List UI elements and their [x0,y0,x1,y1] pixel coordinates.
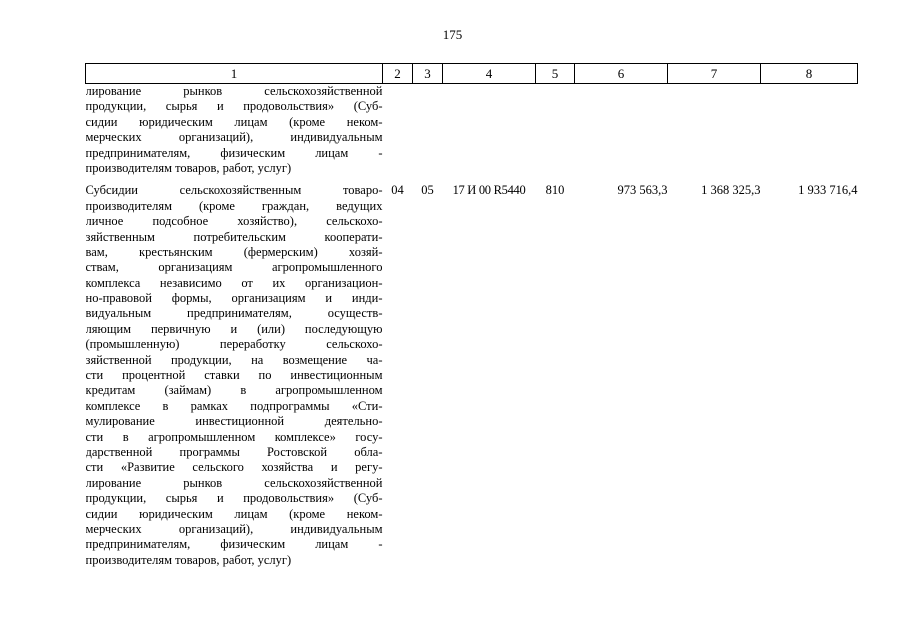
row-description [86,84,383,182]
description-line: лирование рынков сельскохозяйственной [85,84,383,98]
target-article-code [443,84,536,182]
expense-type-code [536,84,575,182]
description-line: зяйственной продукции, на возмещение ча- [85,352,383,367]
description-line: мулирование инвестиционной деятельно- [85,414,383,429]
section-code [383,84,413,182]
description-line: видуальным предпринимателям, осуществ- [85,306,383,321]
description-line: Субсидии сельскохозяйственным товаро- [85,183,383,198]
description-line: сидии юридическим лицам (кроме неком- [85,114,383,129]
description-line: сидии юридическим лицам (кроме неком- [85,506,383,521]
table-header-row [86,64,858,84]
amount-col6: 973 563,3 [617,183,668,198]
column-header-2: 2 [383,64,413,84]
description-line: личное подсобное хозяйство), сельскохо- [85,214,383,229]
description-line: производителям товаров, работ, услуг) [85,552,292,567]
table-row [86,84,858,182]
amount-col8 [761,84,858,182]
description-line: предпринимателям, физическим лицам - [85,145,383,160]
description-line: зяйственным потребительским кооперати- [85,229,383,244]
description-line: ляющим первичную и (или) последующую [85,321,383,336]
description-line: комплекса независимо от их организацион- [85,275,383,290]
description-line: сти в агропромышленном комплексе» госу- [85,429,383,444]
amount-col7 [668,84,761,182]
description-line: комплексе в рамках подпрограммы «Сти- [85,398,383,413]
section-code: 04 [391,183,404,198]
amount-col7: 1 368 325,3 [701,183,761,198]
target-article-code: 17 И 00 R5440 [452,183,526,198]
description-line: ствам, организациям агропромышленного [85,260,383,275]
amount-col6 [575,84,668,182]
expense-type-code: 810 [545,183,565,198]
column-header-5: 5 [536,64,575,84]
description-line: вам, крестьянским (фермерским) хозяй- [85,244,383,259]
column-header-3: 3 [413,64,443,84]
budget-table [85,63,858,568]
description-line: мерческих организаций), индивидуальным [85,521,383,536]
subsection-code: 05 [421,183,434,198]
description-line: продукции, сырья и продовольствия» (Суб- [85,491,383,506]
description-line: дарственной программы Ростовской обла- [85,444,383,459]
description-line: но-правовой формы, организациям и инди- [85,291,383,306]
column-header-7: 7 [668,64,761,84]
description-line: сти «Развитие сельского хозяйства и регу- [85,460,383,475]
description-line: лирование рынков сельскохозяйственной [85,475,383,490]
row-description [86,181,383,568]
column-header-8: 8 [761,64,858,84]
column-header-1: 1 [86,64,383,84]
subsection-code [413,84,443,182]
column-header-4: 4 [443,64,536,84]
description-line: предпринимателям, физическим лицам - [85,537,383,552]
description-line: кредитам (займам) в агропромышленном [85,383,383,398]
description-line: сти процентной ставки по инвестиционным [85,368,383,383]
table-row [86,181,858,568]
page-number: 175 [442,27,463,42]
column-header-6: 6 [575,64,668,84]
description-line: продукции, сырья и продовольствия» (Суб- [85,99,383,114]
amount-col8: 1 933 716,4 [798,183,858,198]
description-line: производителям товаров, работ, услуг) [85,160,292,175]
description-line: мерческих организаций), индивидуальным [85,130,383,145]
description-line: производителям (кроме граждан, ведущих [85,198,383,213]
description-line: (промышленную) переработку сельскохо- [85,337,383,352]
